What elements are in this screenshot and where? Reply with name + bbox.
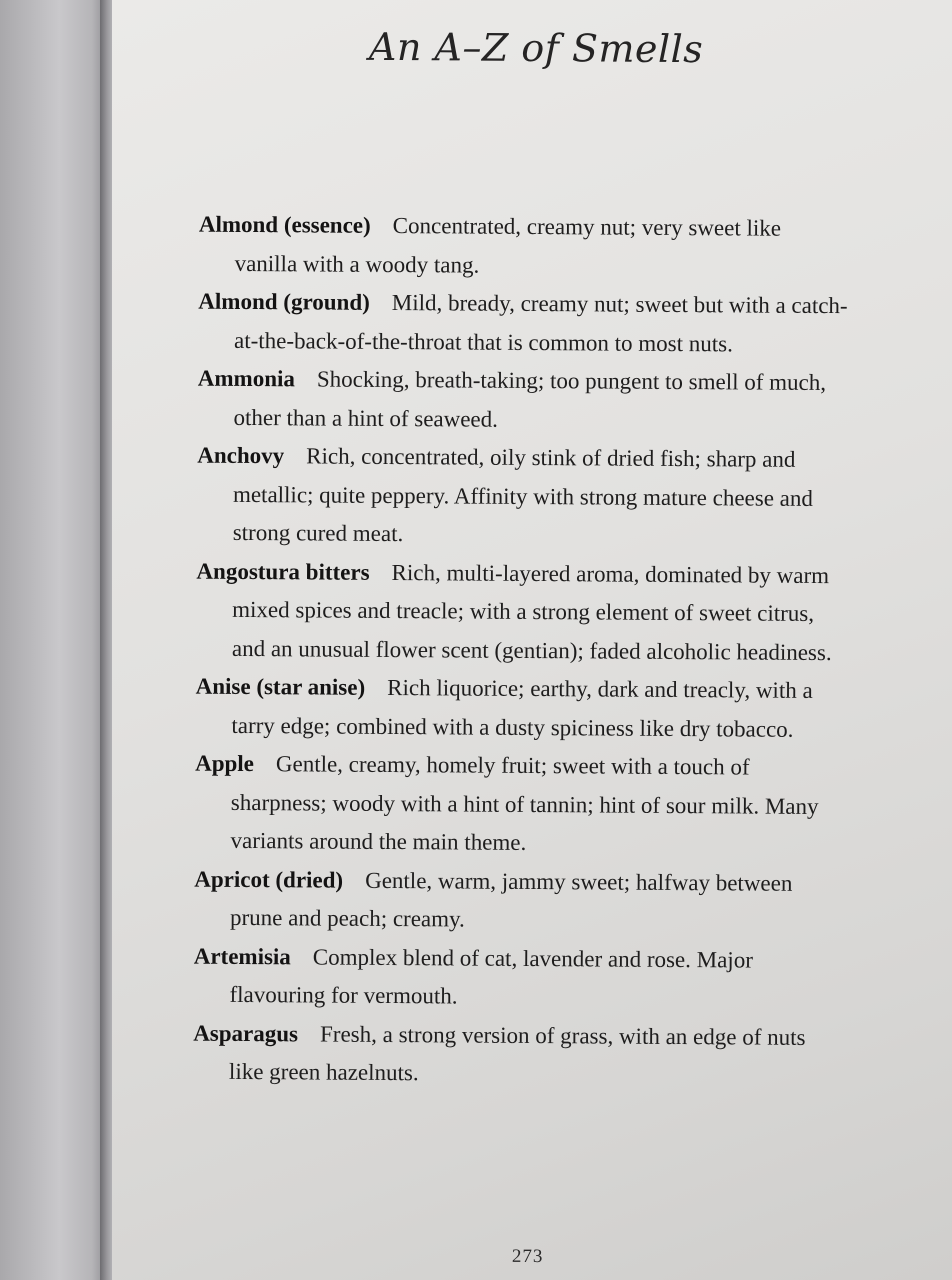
entry-description: Rich, concentrated, oily stink of dried fish; sharp and metallic; quite peppery. Affinity with strong mature cheese and strong cured meat. — [232, 443, 814, 547]
glossary-entry — [194, 860, 845, 942]
entry-description: Gentle, warm, jammy sweet; halfway between prune and peach; creamy. — [229, 867, 793, 932]
entry-description: Complex blend of cat, lavender and rose. Major flavouring for vermouth. — [229, 943, 754, 1009]
book-page — [112, 0, 952, 1280]
glossary-entry — [195, 668, 846, 750]
left-page-edge — [0, 0, 108, 1280]
glossary-entry — [198, 283, 849, 365]
entry-term: Ammonia — [197, 365, 296, 392]
entry-description: Mild, bready, creamy nut; sweet but with a catch-at-the-back-of-the-throat that is common to most nuts. — [234, 290, 848, 356]
glossary-entry — [197, 360, 848, 442]
entry-term: Anise (star anise) — [195, 673, 366, 700]
page-number: 273 — [511, 1245, 544, 1268]
entry-description: Fresh, a strong version of grass, with an edge of nuts like green hazelnuts. — [228, 1021, 806, 1086]
entry-description: Shocking, breath-taking; too pungent to smell of much, other than a hint of seaweed. — [233, 366, 827, 432]
glossary-entry — [197, 437, 848, 557]
entry-term: Anchovy — [197, 442, 285, 469]
entry-term: Asparagus — [193, 1020, 299, 1046]
entry-description: Concentrated, creamy nut; very sweet like vanilla with a woody tang. — [234, 213, 782, 278]
glossary-entry — [198, 206, 849, 288]
entry-term: Apple — [195, 750, 255, 777]
entry-term: Apricot (dried) — [194, 866, 344, 893]
glossary-entry — [194, 745, 845, 865]
glossary-entry — [193, 1014, 844, 1096]
entry-term: Angostura bitters — [196, 558, 370, 585]
glossary-entries — [193, 206, 849, 1096]
entry-description: Rich, multi-layered aroma, dominated by warm mixed spices and treacle; with a strong element of sweet citrus, and an unusual flower scent (gentian); faded alcoholic headiness. — [231, 559, 832, 665]
entry-term: Almond (ground) — [198, 288, 370, 315]
page-title: An A–Z of Smells — [368, 24, 704, 72]
glossary-entry — [196, 552, 847, 672]
entry-description: Rich liquorice; earthy, dark and treacly, with a tarry edge; combined with a dusty spiciness like dry tobacco. — [231, 674, 813, 742]
entry-description: Gentle, creamy, homely fruit; sweet with a touch of sharpness; woody with a hint of tannin; hint of sour milk. Many variants around the main theme. — [230, 751, 819, 855]
glossary-entry — [193, 937, 844, 1019]
entry-term: Almond (essence) — [198, 211, 371, 238]
entry-term: Artemisia — [193, 943, 291, 969]
